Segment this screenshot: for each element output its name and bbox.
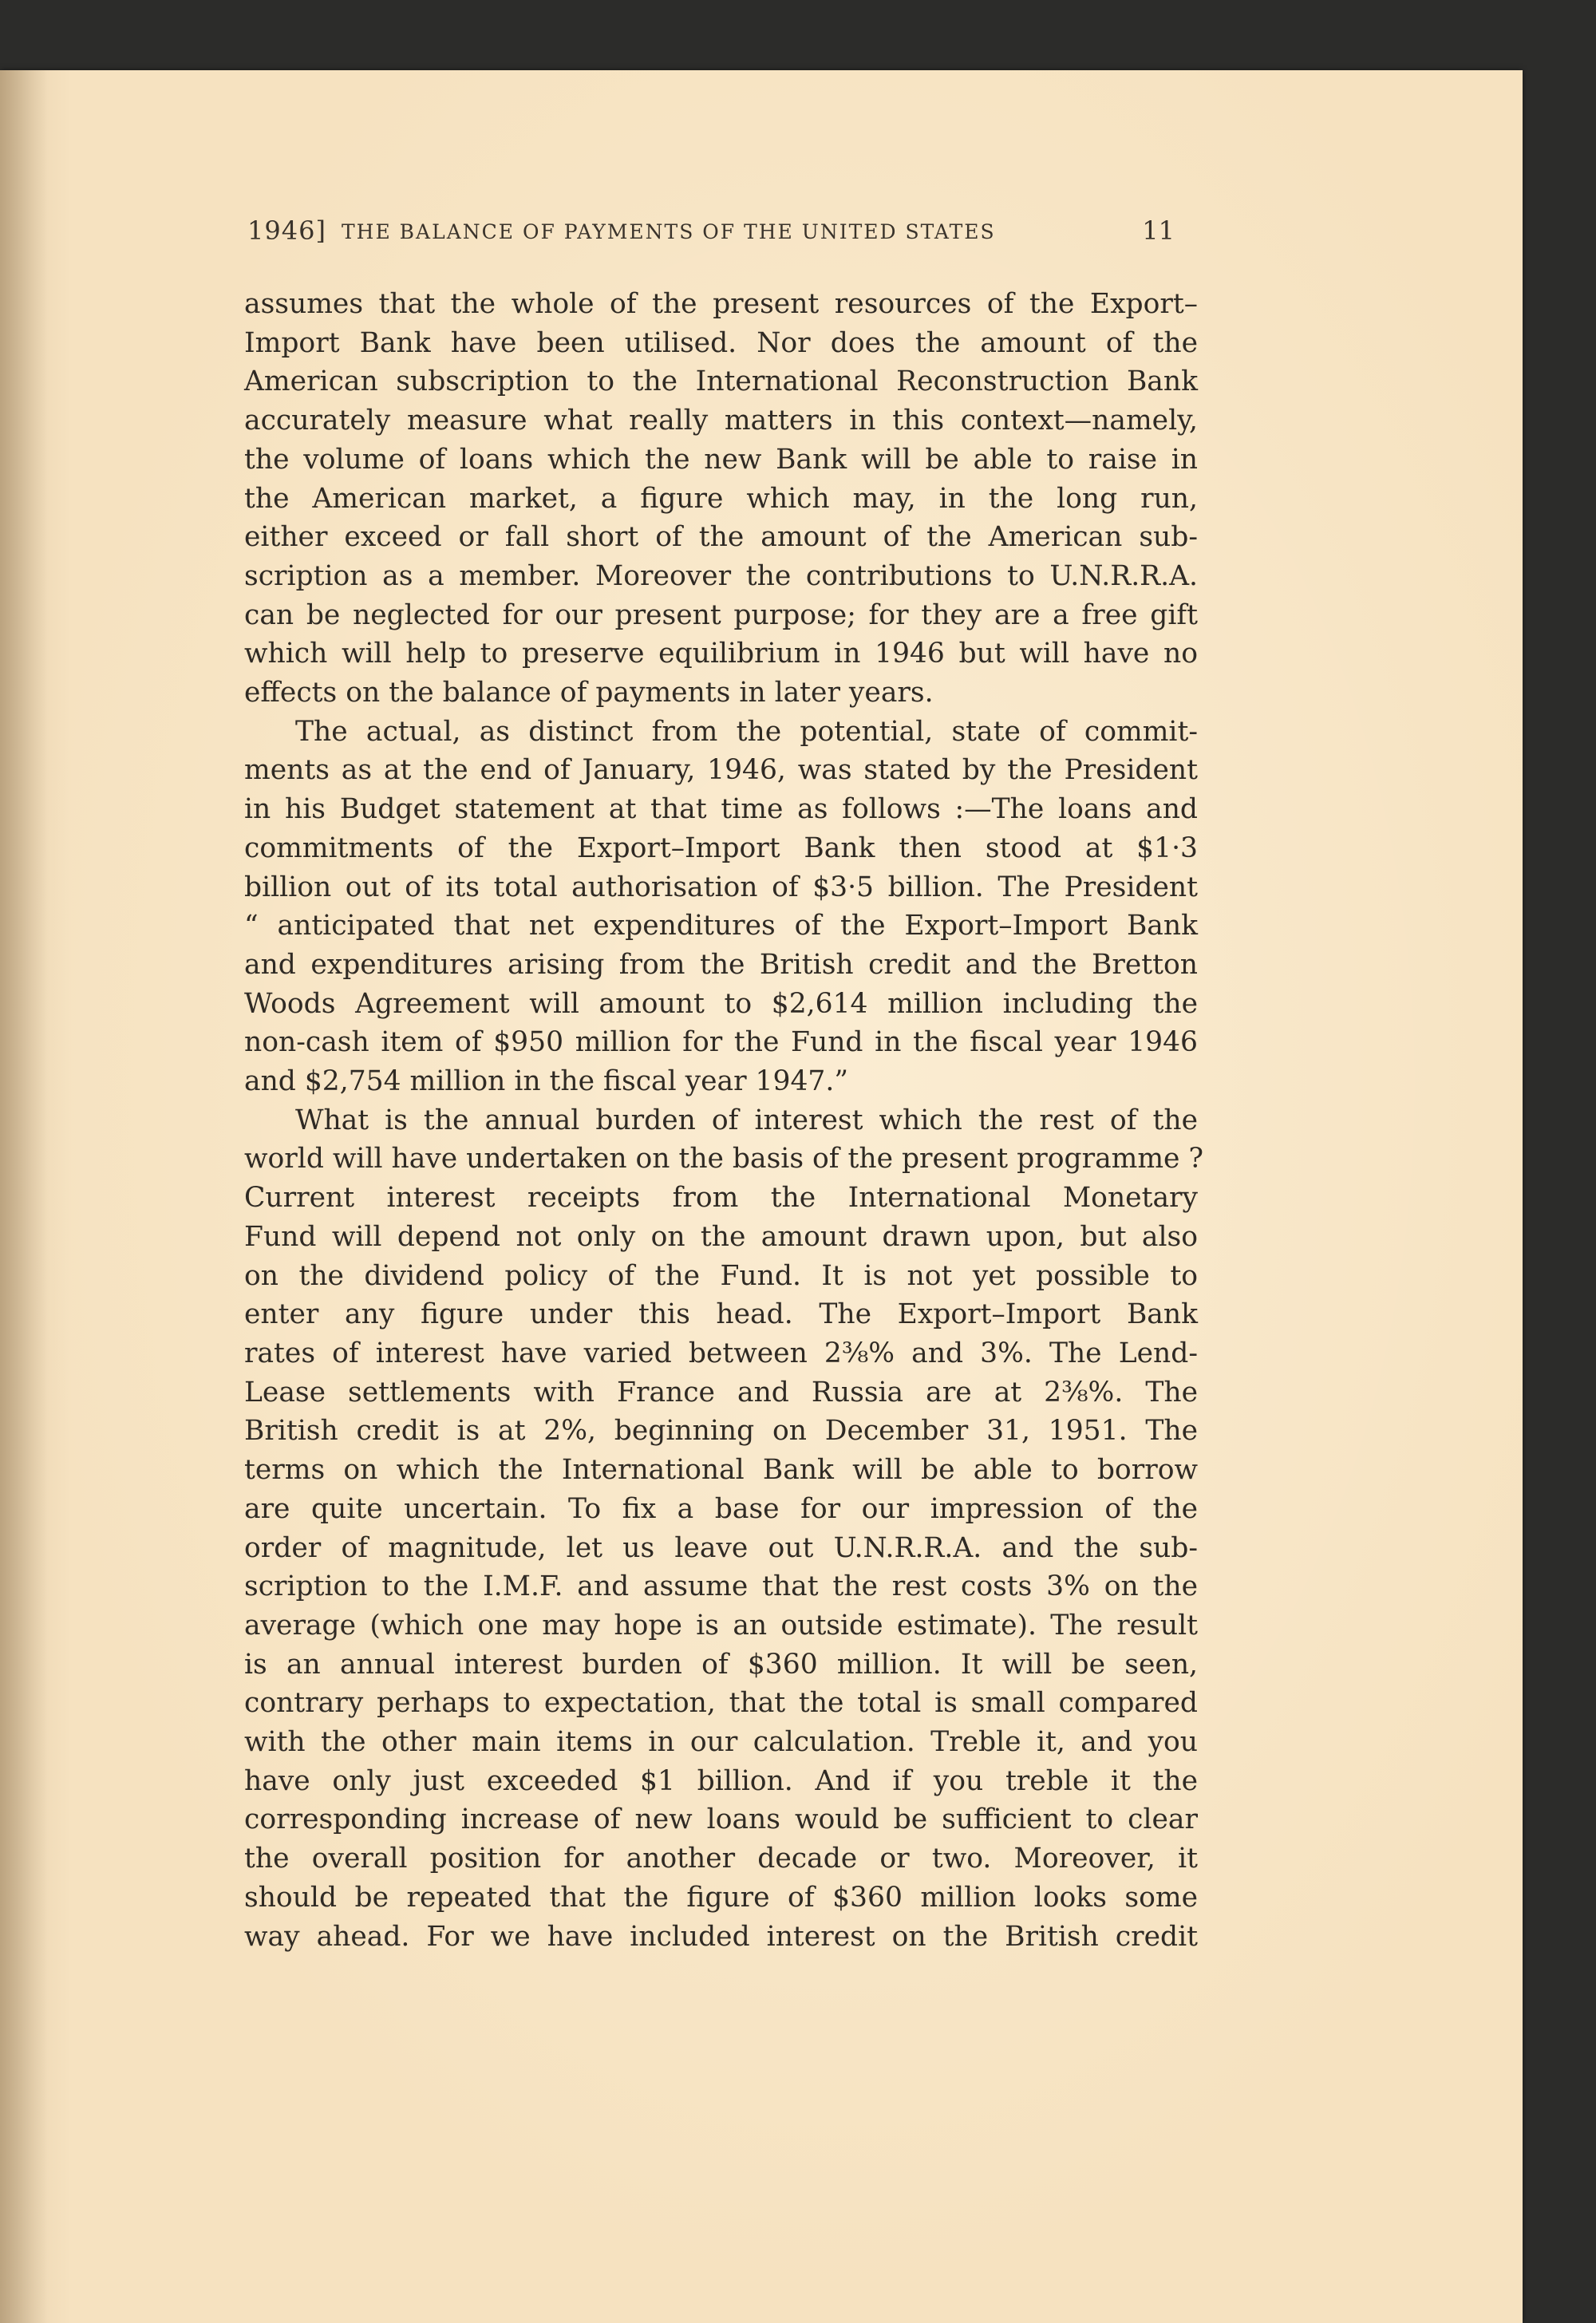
text-line: The actual, as distinct from the potential, state of commit- — [295, 715, 1198, 748]
text-line: with the other main items in our calculation. Treble it, and you — [244, 1726, 1198, 1759]
text-line: rates of interest have varied between 2⅜% and 3%. The Lend- — [244, 1337, 1198, 1369]
text-line: average (which one may hope is an outside estimate). The result — [244, 1609, 1198, 1642]
text-line: the American market, a figure which may, in the long run, — [244, 482, 1198, 515]
text-line: commitments of the Export–Import Bank then stood at $1·3 — [244, 832, 1198, 864]
text-line: Fund will depend not only on the amount drawn upon, but also — [244, 1220, 1198, 1253]
text-line: should be repeated that the figure of $360 million looks some — [244, 1881, 1198, 1914]
text-line: on the dividend policy of the Fund. It is not yet possible to — [244, 1259, 1198, 1292]
paragraph-1 — [244, 285, 1198, 713]
text-line: way ahead. For we have included interest on the British credit — [244, 1920, 1198, 1953]
header-year: 1946] — [247, 215, 326, 246]
text-line: corresponding increase of new loans would be sufficient to clear — [244, 1803, 1198, 1836]
header-running-title: THE BALANCE OF PAYMENTS OF THE UNITED STATES — [342, 220, 996, 243]
text-line: Lease settlements with France and Russia are at 2⅜%. The — [244, 1376, 1198, 1408]
paragraph-3 — [244, 1101, 1203, 1956]
text-line: can be neglected for our present purpose; for they are a free gift — [244, 599, 1198, 631]
body-text — [244, 285, 1203, 1956]
text-line: the overall position for another decade or two. Moreover, it — [244, 1843, 1198, 1875]
text-line: are quite uncertain. To fix a base for our impression of the — [244, 1492, 1198, 1525]
text-line: non-cash item of $950 million for the Fund in the fiscal year 1946 — [244, 1026, 1198, 1059]
text-line: in his Budget statement at that time as follows :—The loans and — [244, 793, 1198, 826]
text-line: order of magnitude, let us leave out U.N.R.R.A. and the sub- — [244, 1531, 1198, 1564]
text-line: American subscription to the International Reconstruction Bank — [244, 365, 1198, 398]
text-line: either exceed or fall short of the amount of the American sub- — [244, 521, 1198, 554]
paragraph-2 — [244, 713, 1198, 1101]
text-line: have only just exceeded $1 billion. And if you treble it the — [244, 1764, 1198, 1797]
text-line: British credit is at 2%, beginning on December 31, 1951. The — [244, 1415, 1198, 1448]
page-number: 11 — [1142, 215, 1175, 246]
text-line: enter any figure under this head. The Export–Import Bank — [244, 1298, 1198, 1331]
text-line: is an annual interest burden of $360 million. It will be seen, — [244, 1648, 1198, 1681]
text-line: accurately measure what really matters in this context—namely, — [244, 405, 1198, 437]
text-line: billion out of its total authorisation of $3·5 billion. The President — [244, 871, 1198, 903]
text-line: assumes that the whole of the present resources of the Export– — [244, 288, 1198, 320]
text-line: Import Bank have been utilised. Nor does the amount of the — [244, 326, 1198, 359]
text-line: world will have undertaken on the basis of the present programme ? — [244, 1143, 1203, 1175]
text-line: terms on which the International Bank will be able to borrow — [244, 1454, 1198, 1487]
text-line: Woods Agreement will amount to $2,614 million including the — [244, 987, 1198, 1020]
text-line: scription to the I.M.F. and assume that the rest costs 3% on the — [244, 1570, 1198, 1603]
text-line: “ anticipated that net expenditures of the Export–Import Bank — [244, 910, 1198, 942]
text-line: effects on the balance of payments in later years. — [244, 677, 934, 709]
text-line: contrary perhaps to expectation, that the total is small compared — [244, 1687, 1198, 1720]
page-spine-shadow — [0, 70, 48, 2323]
text-line: Current interest receipts from the International Monetary — [244, 1182, 1198, 1215]
text-line: scription as a member. Moreover the contributions to U.N.R.R.A. — [244, 559, 1198, 592]
text-line: which will help to preserve equilibrium in 1946 but will have no — [244, 638, 1198, 670]
text-line: and expenditures arising from the British credit and the Bretton — [244, 948, 1198, 981]
text-line: ments as at the end of January, 1946, was stated by the President — [244, 754, 1198, 787]
text-line: and $2,754 million in the fiscal year 1947.” — [244, 1065, 848, 1098]
text-line: the volume of loans which the new Bank will be able to raise in — [244, 443, 1198, 476]
text-line: What is the annual burden of interest which the rest of the — [295, 1104, 1198, 1136]
running-header — [247, 215, 1181, 255]
